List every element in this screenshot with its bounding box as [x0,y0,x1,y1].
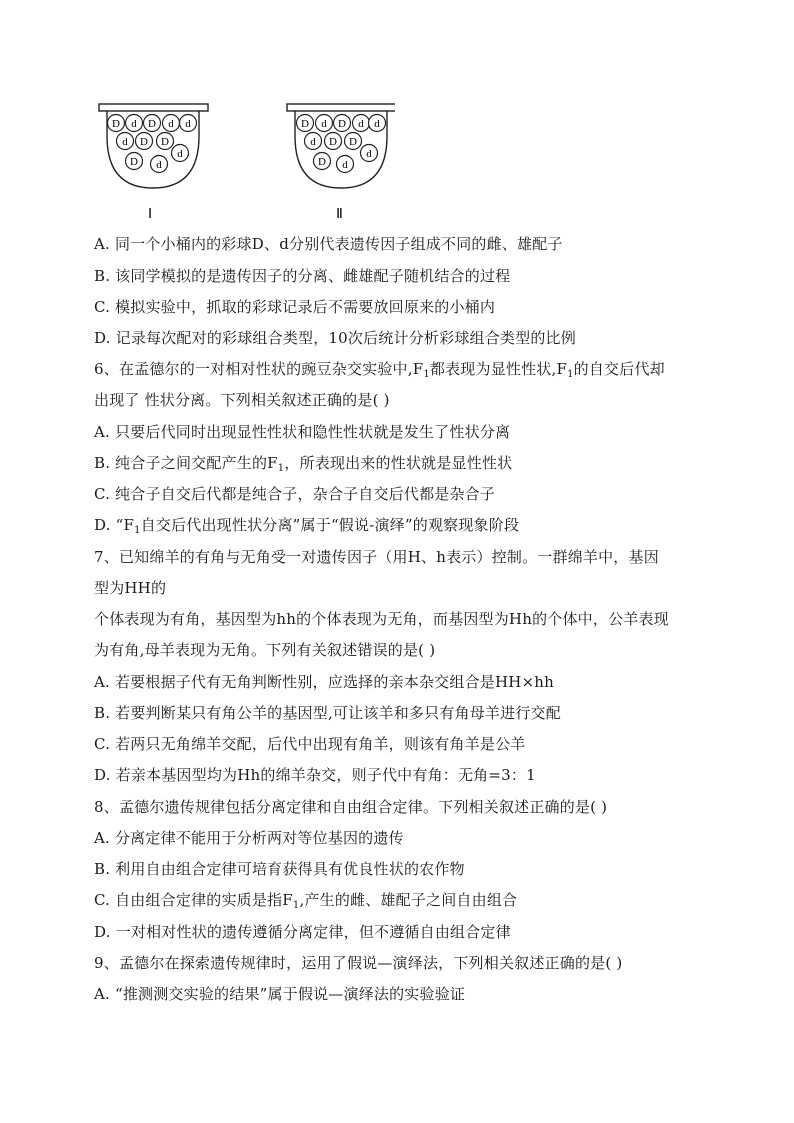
q6-option-b-a: B. 纯合子之间交配产生的F [94,454,278,472]
q8-option-a: A. 分离定律不能用于分析两对等位基因的遗传 [94,829,404,847]
subscript-1: 1 [277,463,285,474]
ball-label: D [318,156,326,168]
q7-stem-line-1: 7、已知绵羊的有角与无角受一对遗传因子（用H、h表示）控制。一群绵羊中，基因 [94,548,659,566]
q9-option-a: A. “推测测交实验的结果”属于假说—演绎法的实验验证 [94,985,466,1003]
q9-stem: 9、孟德尔在探索遗传规律时，运用了假说—演绎法，下列相关叙述正确的是( ) [94,954,623,972]
q6-option-b-b: ，所表现出来的性状就是显性性状 [284,454,513,472]
ball-label: D [329,136,337,148]
ball-label: D [349,136,357,148]
q8-option-c [94,890,517,910]
bucket-label-1: Ⅰ [148,207,153,222]
q6-option-a: A. 只要后代同时出现显性性状和隐性性状就是发生了性状分离 [94,423,511,441]
q5-option-b: B. 该同学模拟的是遗传因子的分离、雌雄配子随机结合的过程 [94,267,511,285]
bucket-2-balls [297,115,386,173]
q8-option-b: B. 利用自由组合定律可培育获得具有优良性状的农作物 [94,860,465,878]
q6-option-d-a: D. “F [94,516,135,534]
subscript-1: 1 [423,369,430,380]
q7-option-c: C. 若两只无角绵羊交配，后代中出现有角羊，则该有角羊是公羊 [94,735,526,753]
ball-label: D [338,118,346,130]
ball-label: d [156,159,162,171]
q6-stem-1c: 的自交后代却 [573,360,665,378]
q6-stem-1a: 6、在孟德尔的一对相对性状的豌豆杂交实验中,F [94,360,424,378]
ball-label: d [122,136,128,148]
q8-stem: 8、孟德尔遗传规律包括分离定律和自由组合定律。下列相关叙述正确的是( ) [94,798,608,816]
q8-option-c-b: ,产生的雌、雄配子之间自由组合 [299,891,518,909]
q6-option-d [94,515,519,535]
ball-label: d [131,118,137,130]
ball-label: D [130,156,138,168]
q7-stem-line-3: 个体表现为有角，基因型为hh的个体表现为无角，而基因型为Hh的个体中，公羊表现 [94,610,669,628]
subscript-1: 1 [134,525,141,536]
ball-label: D [140,136,148,148]
q6-option-c: C. 纯合子自交后代都是纯合子，杂合子自交后代都是杂合子 [94,485,496,503]
ball-label: D [148,118,156,130]
ball-label: d [358,118,364,130]
q6-option-d-b: 自交后代出现性状分离”属于“假说-演绎”的观察现象阶段 [140,516,520,534]
ball-label: d [321,118,327,130]
ball-label: D [161,136,169,148]
ball-label: d [342,159,348,171]
ball-label: d [310,136,316,148]
subscript-1: 1 [567,369,574,380]
q8-option-d: D. 一对相对性状的遗传遵循分离定律，但不遵循自由组合定律 [94,923,511,941]
bucket-1-balls [108,115,197,173]
bucket-2 [287,104,395,188]
q6-option-b [94,453,512,473]
ball-label: d [374,118,380,130]
q6-stem-1b: 都表现为显性性状,F [429,360,568,378]
ball-label: d [366,148,372,160]
q5-option-a: A. 同一个小桶内的彩球D、d分别代表遗传因子组成不同的雌、雄配子 [94,235,563,253]
q6-stem-line-1 [94,359,665,379]
q5-option-d: D. 记录每次配对的彩球组合类型，10次后统计分析彩球组合类型的比例 [94,329,576,347]
ball-label: d [185,118,191,130]
q7-option-a: A. 若要根据子代有无角判断性别，应选择的亲本杂交组合是HH×hh [94,673,555,691]
ball-label: d [177,148,183,160]
ball-label: D [301,118,309,130]
q8-option-c-a: C. 自由组合定律的实质是指F [94,891,293,909]
q6-stem-line-2: 出现了 性状分离。下列相关叙述正确的是( ) [94,391,390,409]
bucket-label-2: Ⅱ [336,207,343,222]
q7-option-b: B. 若要判断某只有角公羊的基因型,可让该羊和多只有角母羊进行交配 [94,704,561,722]
q7-stem-line-4: 为有角,母羊表现为无角。下列有关叙述错误的是( ) [94,641,436,659]
ball-label: d [168,118,174,130]
ball-label: D [112,118,120,130]
bucket-figure [95,96,395,224]
q7-option-d: D. 若亲本基因型均为Hh的绵羊杂交，则子代中有角：无角=3：1 [94,766,536,784]
q5-option-c: C. 模拟实验中，抓取的彩球记录后不需要放回原来的小桶内 [94,298,496,316]
subscript-1: 1 [292,900,300,911]
bucket-1 [99,104,208,188]
q7-stem-line-2: 型为HH的 [94,579,167,597]
